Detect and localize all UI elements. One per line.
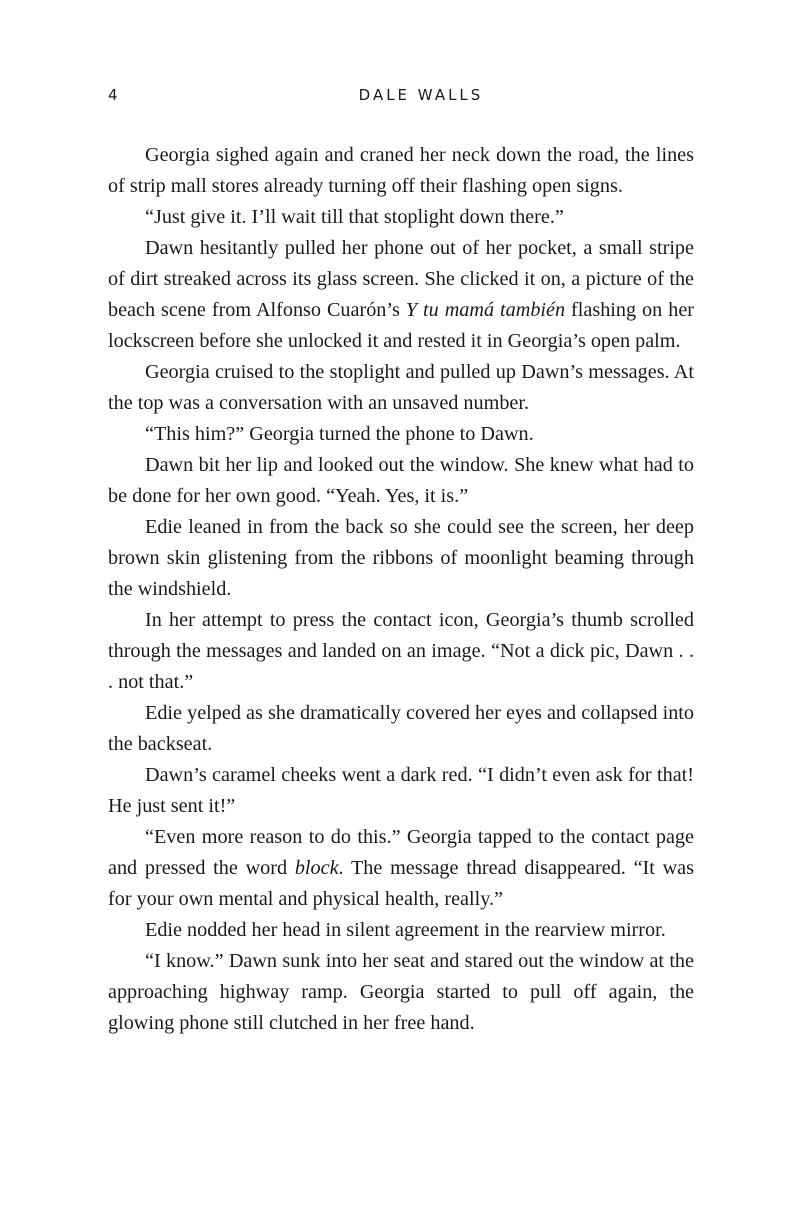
text-run: . The message thread disappeared. “It was for your own mental and physical health, really.” <box>108 857 694 910</box>
text-run: “I know.” Dawn sunk into her seat and stared out the window at the approaching highway ramp. Georgia started to pull off again, the glowing phone still clutched in her free hand. <box>108 950 694 1034</box>
text-run: Dawn hesitantly pulled her phone out of her pocket, a small stripe of dirt streaked across its glass screen. She clicked it on, a picture of the beach scene from Alfonso Cuarón’s <box>108 237 694 321</box>
paragraph <box>108 450 694 512</box>
paragraph <box>108 357 694 419</box>
running-head <box>108 86 694 110</box>
text-run: Edie yelped as she dramatically covered her eyes and collapsed into the backseat. <box>108 702 694 755</box>
text-run: “This him?” Georgia turned the phone to Dawn. <box>145 423 534 445</box>
page-number: 4 <box>108 86 119 104</box>
text-run: flashing on her lockscreen before she unlocked it and rested it in Georgia’s open palm. <box>108 299 694 352</box>
paragraph <box>108 202 694 233</box>
running-title: DALE WALLS <box>358 86 484 104</box>
text-run: “Even more reason to do this.” Georgia tapped to the contact page and pressed the word <box>108 826 694 879</box>
text-run: Dawn bit her lip and looked out the window. She knew what had to be done for her own good. “Yeah. Yes, it is.” <box>108 454 694 507</box>
italic-text: block <box>294 857 339 879</box>
text-run: “Just give it. I’ll wait till that stoplight down there.” <box>145 206 564 228</box>
paragraph <box>108 140 694 202</box>
text-run: Edie nodded her head in silent agreement in the rearview mirror. <box>145 919 666 941</box>
paragraph <box>108 233 694 357</box>
paragraph <box>108 605 694 698</box>
paragraph <box>108 946 694 1039</box>
text-run: Georgia sighed again and craned her neck down the road, the lines of strip mall stores already turning off their flashing open signs. <box>108 144 694 197</box>
text-run: Georgia cruised to the stoplight and pulled up Dawn’s messages. At the top was a conversation with an unsaved number. <box>108 361 694 414</box>
paragraph <box>108 822 694 915</box>
text-run: In her attempt to press the contact icon, Georgia’s thumb scrolled through the messages and landed on an image. “Not a dick pic, Dawn . . . not that.” <box>108 609 694 693</box>
paragraph <box>108 760 694 822</box>
text-run: Dawn’s caramel cheeks went a dark red. “I didn’t even ask for that! He just sent it!” <box>108 764 694 817</box>
paragraph <box>108 915 694 946</box>
text-run: Edie leaned in from the back so she could see the screen, her deep brown skin glistening from the ribbons of moonlight beaming through the windshield. <box>108 516 694 600</box>
paragraph <box>108 698 694 760</box>
italic-text: Y tu mamá también <box>405 299 566 321</box>
paragraph <box>108 419 694 450</box>
body-text <box>108 140 694 1039</box>
paragraph <box>108 512 694 605</box>
